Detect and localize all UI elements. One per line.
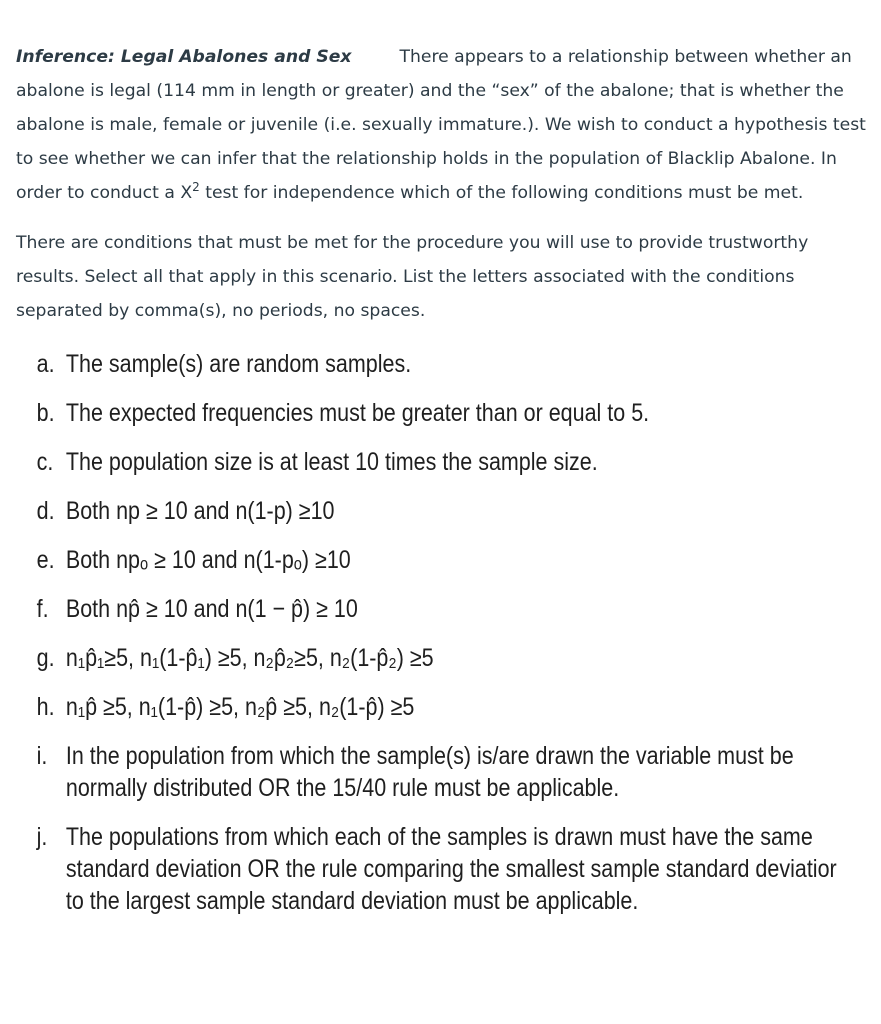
intro-paragraph — [16, 40, 866, 210]
option-text: The sample(s) are random samples. — [65, 350, 412, 378]
option-text-line-2: normally distributed OR the 15/40 rule must be applicable. — [65, 774, 620, 802]
option-letter: c. — [36, 448, 54, 476]
option-text-line-1: The populations from which each of the samples is drawn must have the same — [65, 823, 813, 851]
option-text: The population size is at least 10 times the sample size. — [65, 448, 598, 476]
condition-b — [16, 397, 747, 429]
instructions-paragraph: There are conditions that must be met for the procedure you will use to provide trustworthy results. Select all that apply in this scenario. List the letters associated with the conditions separated by comma(s), no periods, no spaces. — [16, 233, 809, 321]
option-text: Both np̂ ≥ 10 and n(1 − p̂) ≥ 10 — [65, 595, 358, 623]
condition-f — [16, 593, 747, 625]
option-letter: g. — [36, 644, 55, 672]
option-text: n₁p̂ ≥5, n₁(1-p̂) ≥5, n₂p̂ ≥5, n₂(1-p̂) ≥5 — [65, 693, 415, 721]
option-text: Both np ≥ 10 and n(1-p) ≥10 — [65, 497, 335, 525]
conditions-list — [16, 348, 866, 917]
option-letter: a. — [36, 350, 55, 378]
option-text-line-1: In the population from which the sample(s) is/are drawn the variable must be — [65, 742, 794, 770]
option-letter: d. — [36, 497, 55, 525]
option-letter: b. — [36, 399, 55, 427]
condition-j — [16, 821, 844, 917]
option-letter: e. — [36, 546, 55, 574]
condition-h — [16, 691, 747, 723]
option-text: The expected frequencies must be greater than or equal to 5. — [65, 399, 650, 427]
intro-text-end: test for independence which of the following conditions must be met. — [199, 183, 804, 203]
option-text: Both npₒ ≥ 10 and n(1-pₒ) ≥10 — [65, 546, 351, 574]
condition-d — [16, 495, 747, 527]
condition-i — [16, 740, 844, 804]
question-heading: Inference: Legal Abalones and Sex — [16, 47, 352, 67]
option-letter: f. — [36, 595, 49, 623]
option-letter: h. — [36, 693, 55, 721]
condition-e — [16, 544, 747, 576]
question-content — [16, 40, 866, 934]
option-text-line-3: to the largest sample standard deviation must be applicable. — [65, 887, 639, 915]
chi-square-superscript: 2 — [192, 180, 200, 194]
option-text-line-2: standard deviation OR the rule comparing the smallest sample standard deviatior — [65, 855, 837, 883]
option-text: n₁p̂₁≥5, n₁(1-p̂₁) ≥5, n₂p̂₂≥5, n₂(1-p̂₂) ≥5 — [65, 644, 434, 672]
condition-c — [16, 446, 747, 478]
option-letter: i. — [36, 742, 48, 770]
condition-a — [16, 348, 747, 380]
intro-text: There appears to a relationship between whether an abalone is legal (114 mm in length or greater) and the “sex” of the abalone; that is whether the abalone is male, female or juvenile (i.e. sexually immature.). We wish to conduct a hypothesis test to see whether we can infer that the relationship holds in the population of Blacklip Abalone. In order to conduct a X — [16, 47, 866, 203]
option-letter: j. — [36, 823, 48, 851]
condition-g — [16, 642, 747, 674]
